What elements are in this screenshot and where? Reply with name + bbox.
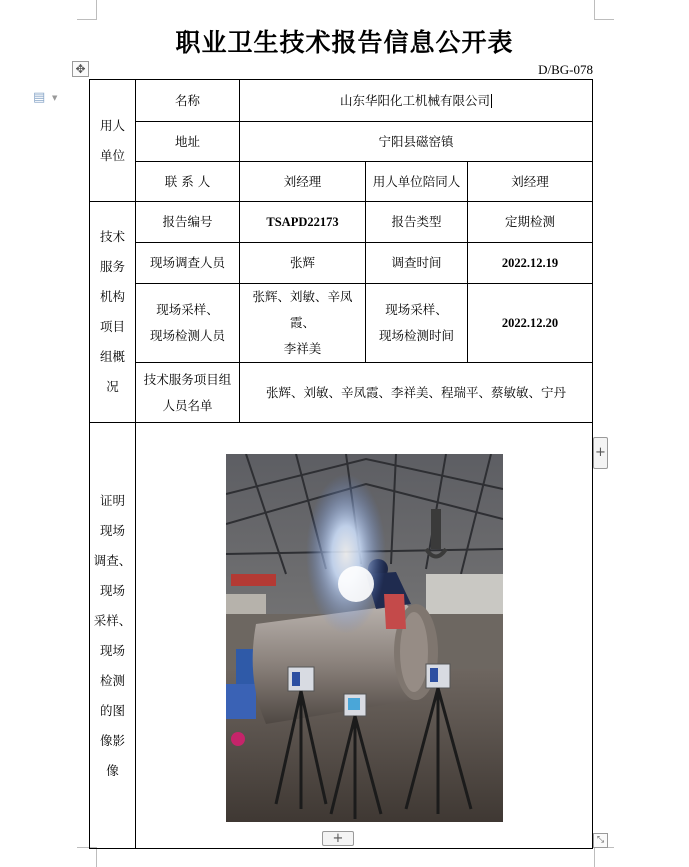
document-icon[interactable]: ▤ (33, 90, 46, 105)
site-photo[interactable] (226, 454, 503, 822)
report-no-label: 报告编号 (136, 202, 240, 243)
add-column-button[interactable] (593, 437, 608, 469)
report-type-value[interactable]: 定期检测 (468, 202, 593, 243)
name-value-cell[interactable] (240, 80, 593, 122)
service-section-label (90, 202, 136, 423)
report-type-label: 报告类型 (366, 202, 468, 243)
sampler-label: 现场采样、 现场检测人员 (136, 284, 240, 363)
add-row-button[interactable] (322, 831, 354, 846)
table-resize-handle[interactable] (593, 833, 608, 848)
plus-icon: + (595, 445, 606, 460)
employer-section-label (90, 80, 136, 202)
service-section-text: 技术 服务 机构 项目 组概 况 (99, 229, 125, 394)
page-corner-mark (594, 847, 614, 867)
evidence-photo-cell[interactable] (136, 423, 593, 849)
resize-icon: ⤡ (596, 835, 605, 845)
investigator-value[interactable]: 张辉 (240, 243, 366, 284)
plus-icon: + (332, 831, 344, 846)
members-label: 技术服务项目组 人员名单 (136, 363, 240, 423)
name-label: 名称 (136, 80, 240, 122)
investigator-label: 现场调查人员 (136, 243, 240, 284)
members-value[interactable]: 张辉、刘敏、辛凤霞、李祥美、程瑞平、蔡敏敏、宁丹 (240, 363, 593, 423)
document-number: D/BG-078 (538, 62, 593, 77)
employer-section-text: 用人 单位 (99, 117, 125, 163)
evidence-section-label (90, 423, 136, 849)
sampling-time-label: 现场采样、 现场检测时间 (366, 284, 468, 363)
page-corner-mark (594, 0, 614, 20)
sampling-time-value[interactable]: 2022.12.20 (468, 284, 593, 363)
contact-value[interactable]: 刘经理 (240, 162, 366, 202)
investigation-time-label: 调查时间 (366, 243, 468, 284)
evidence-section-text: 证明 现场 调查、 现场 采样、 现场 检测 的图 像影 像 (93, 492, 132, 778)
text-cursor (491, 94, 492, 108)
investigation-time-value[interactable]: 2022.12.19 (468, 243, 593, 284)
address-value[interactable]: 宁阳县磁窑镇 (240, 122, 593, 162)
address-label: 地址 (136, 122, 240, 162)
page-corner-mark (77, 847, 97, 867)
accompany-value[interactable]: 刘经理 (468, 162, 593, 202)
chevron-down-icon[interactable]: ▼ (52, 94, 58, 102)
accompany-label: 用人单位陪同人 (366, 162, 468, 202)
report-table (89, 79, 593, 849)
contact-label: 联 系 人 (136, 162, 240, 202)
page-title: 职业卫生技术报告信息公开表 (175, 28, 514, 57)
report-no-value[interactable]: TSAPD22173 (240, 202, 366, 243)
table-move-handle[interactable] (72, 61, 89, 77)
sampler-value[interactable]: 张辉、刘敏、辛凤霞、 李祥美 (240, 284, 366, 363)
page-corner-mark (77, 0, 97, 20)
name-value: 山东华阳化工机械有限公司 (340, 92, 491, 108)
move-icon: ✥ (75, 62, 86, 76)
workshop-welding-photo (226, 454, 503, 822)
